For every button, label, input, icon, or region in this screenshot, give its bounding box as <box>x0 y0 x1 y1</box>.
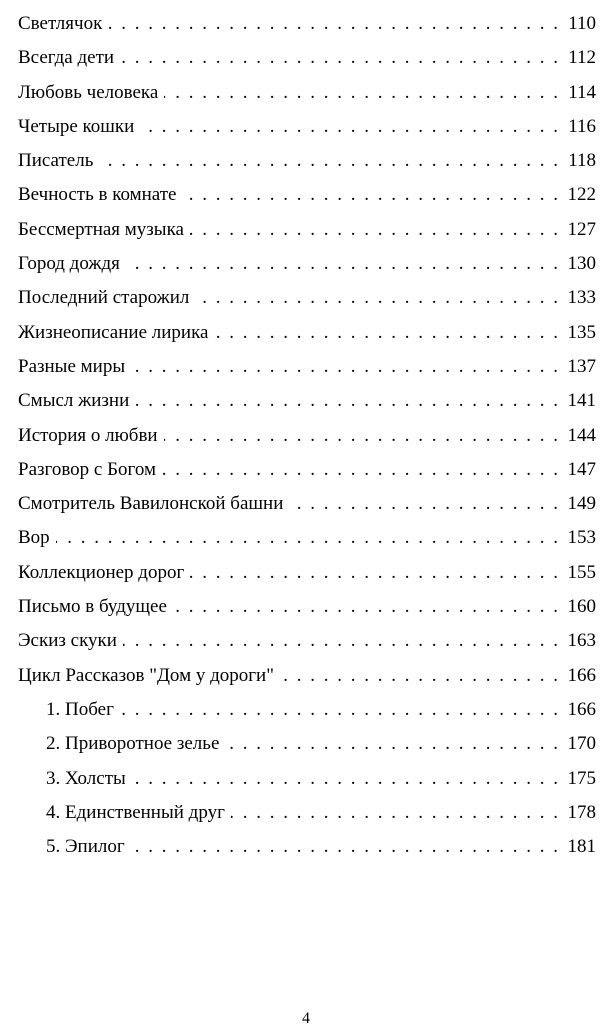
dot-leader <box>195 281 558 315</box>
toc-entry[interactable] <box>18 624 596 658</box>
dot-leader <box>162 453 558 487</box>
toc-entry-title: Смысл жизни <box>18 390 130 412</box>
dot-leader <box>280 659 558 693</box>
dot-leader <box>131 350 558 384</box>
dot-leader <box>173 590 558 624</box>
toc-entry-page: 141 <box>567 390 596 412</box>
toc-entry-page: 178 <box>567 801 596 823</box>
toc-entry-page: 135 <box>567 321 596 343</box>
toc-entry-page: 153 <box>567 527 596 549</box>
toc-entry[interactable] <box>18 178 596 212</box>
toc-entry-title: Жизнеописание лирика <box>18 321 209 343</box>
toc-entry[interactable] <box>18 453 596 487</box>
dot-leader <box>190 556 558 590</box>
dot-leader <box>190 213 558 247</box>
toc-entry-page: 118 <box>568 150 596 172</box>
toc-entry[interactable] <box>18 659 596 693</box>
toc-entry[interactable] <box>18 521 596 555</box>
toc-entry-title: 5. Эпилог <box>46 836 125 858</box>
toc-subentry[interactable] <box>18 693 596 727</box>
toc-entry-title: Разные миры <box>18 355 126 377</box>
dot-leader <box>120 41 558 75</box>
toc-entry[interactable] <box>18 384 596 418</box>
toc-entry-title: Вор <box>18 527 50 549</box>
page-number: 4 <box>302 1010 310 1027</box>
dot-leader <box>289 487 558 521</box>
toc-entry-title: 2. Приворотное зелье <box>46 733 220 755</box>
dot-leader <box>225 727 558 761</box>
toc-entry[interactable] <box>18 487 596 521</box>
toc-entry-title: Цикл Рассказов "Дом у дороги" <box>18 664 274 686</box>
dot-leader <box>131 830 558 864</box>
dot-leader <box>182 178 558 212</box>
toc-entry-page: 122 <box>567 184 596 206</box>
dot-leader <box>120 693 558 727</box>
toc-entry-page: 110 <box>568 13 596 34</box>
toc-subentry[interactable] <box>18 796 596 830</box>
dot-leader <box>135 384 558 418</box>
toc-entry-title: Эскиз скуки <box>18 630 117 652</box>
toc-entry-page: 116 <box>568 115 596 137</box>
toc-entry-page: 170 <box>567 733 596 755</box>
toc-entry-page: 133 <box>567 287 596 309</box>
toc-entry-title: 3. Холсты <box>46 767 126 789</box>
dot-leader <box>231 796 558 830</box>
table-of-contents <box>18 7 596 864</box>
toc-entry-page: 155 <box>567 561 596 583</box>
dot-leader <box>108 7 558 41</box>
toc-entry[interactable] <box>18 41 596 75</box>
toc-entry-page: 175 <box>567 767 596 789</box>
toc-entry[interactable] <box>18 213 596 247</box>
toc-entry-page: 114 <box>568 81 596 103</box>
toc-entry-page: 147 <box>567 458 596 480</box>
toc-entry-title: Смотритель Вавилонской башни <box>18 493 284 515</box>
dot-leader <box>126 247 558 281</box>
toc-entry-page: 127 <box>567 218 596 240</box>
toc-entry-title: Коллекционер дорог <box>18 561 185 583</box>
toc-entry-title: Город дождя <box>18 253 120 275</box>
toc-entry-title: Вечность в комнате <box>18 184 177 206</box>
toc-entry-title: Бессмертная музыка <box>18 218 184 240</box>
toc-entry-title: 4. Единственный друг <box>46 801 225 823</box>
toc-entry-title: Писатель <box>18 150 94 172</box>
toc-entry[interactable] <box>18 7 596 41</box>
dot-leader <box>99 144 558 178</box>
toc-entry-page: 137 <box>567 355 596 377</box>
toc-entry-title: Последний старожил <box>18 287 190 309</box>
dot-leader <box>123 624 558 658</box>
toc-entry-title: Светлячок <box>18 13 103 34</box>
toc-entry-page: 163 <box>567 630 596 652</box>
toc-subentry[interactable] <box>18 762 596 796</box>
toc-entry-page: 112 <box>568 47 596 69</box>
toc-entry[interactable] <box>18 281 596 315</box>
toc-entry[interactable] <box>18 144 596 178</box>
toc-entry-title: История о любви <box>18 424 158 446</box>
dot-leader <box>132 762 558 796</box>
toc-entry-page: 160 <box>567 596 596 618</box>
toc-entry[interactable] <box>18 110 596 144</box>
toc-entry-title: Письмо в будущее <box>18 596 167 618</box>
toc-entry[interactable] <box>18 316 596 350</box>
toc-entry[interactable] <box>18 76 596 110</box>
dot-leader <box>164 76 558 110</box>
dot-leader <box>214 316 558 350</box>
toc-entry[interactable] <box>18 419 596 453</box>
toc-subentry[interactable] <box>18 727 596 761</box>
toc-entry-title: Любовь человека <box>18 81 159 103</box>
dot-leader <box>164 419 558 453</box>
toc-subentry[interactable] <box>18 830 596 864</box>
toc-entry-page: 144 <box>567 424 596 446</box>
toc-entry-title: Всегда дети <box>18 47 115 69</box>
toc-entry-title: Разговор с Богом <box>18 458 156 480</box>
toc-entry-page: 149 <box>567 493 596 515</box>
toc-entry[interactable] <box>18 247 596 281</box>
toc-entry-page: 181 <box>567 836 596 858</box>
toc-entry[interactable] <box>18 590 596 624</box>
toc-entry-title: Четыре кошки <box>18 115 135 137</box>
toc-entry[interactable] <box>18 556 596 590</box>
toc-entry-page: 130 <box>567 253 596 275</box>
dot-leader <box>56 521 558 555</box>
dot-leader <box>140 110 558 144</box>
toc-entry-page: 166 <box>567 698 596 720</box>
toc-entry[interactable] <box>18 350 596 384</box>
toc-entry-title: 1. Побег <box>46 698 114 720</box>
toc-entry-page: 166 <box>567 664 596 686</box>
